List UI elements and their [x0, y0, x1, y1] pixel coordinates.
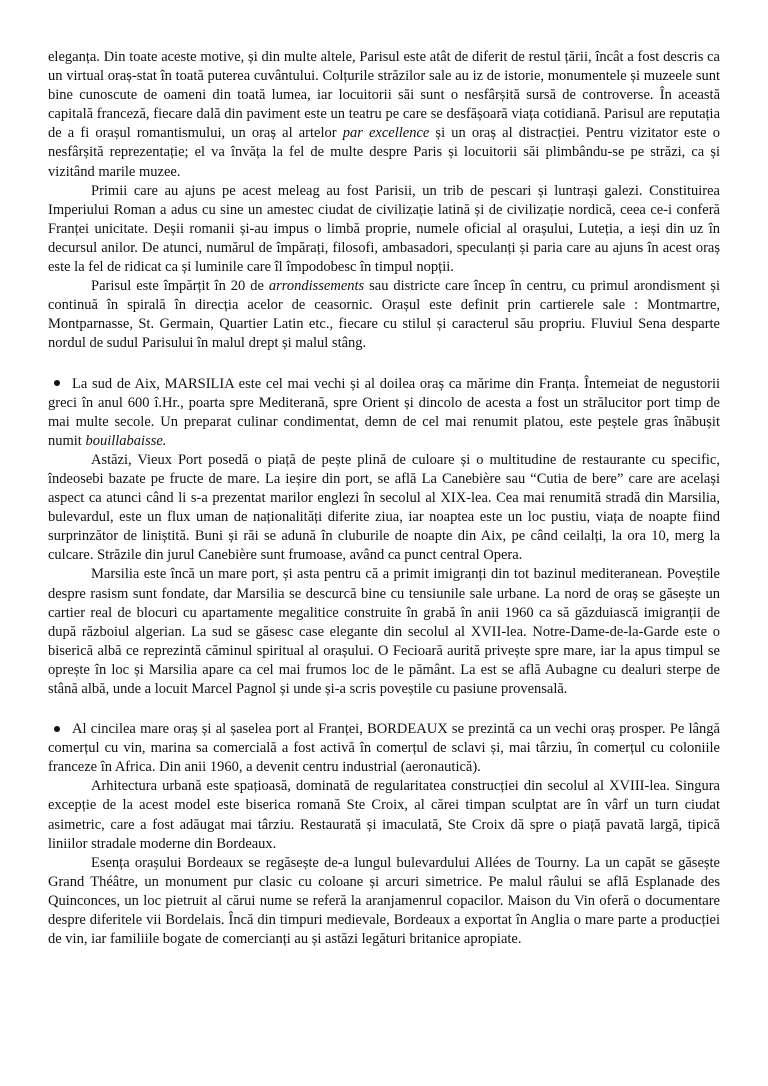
bordeaux-section — [48, 720, 720, 949]
paris-section — [48, 48, 720, 354]
paragraph: Parisul este împărțit în 20 de arrondissements sau districte care încep în centru, cu primul arondisment și continuă în spirală în direcția acelor de ceasornic. Orașul este definit prin cartierele sale : Montmartre, Montparnasse, St. Germain, Quartier Latin etc., fiecare cu stilul și caracterul său propriu. Fluviul Sena desparte nordul de sudul Parisului în malul drept și malul stâng. — [48, 278, 720, 352]
bullet-paragraph: Al cincilea mare oraș și al șaselea port al Franței, BORDEAUX se prezintă ca un vechi oraș prosper. Pe lângă comerțul cu vin, marina sa comercială a fost activă în comerțul de sclavi și, mai târziu, în comerțul cu coloniile franceze în Africa. Din anii 1960, a devenit centru industrial (aeronautică). — [48, 721, 720, 776]
paragraph: Astăzi, Vieux Port posedă o piață de pește plină de culoare și o multitudine de restaurante cu specific, îndeosebi bazate pe fructe de mare. La ieșire din port, se află La Canebière sau “Cutia de bere” care are același aspect ca atunci când li s-a prezentat marilor englezi în secolul al XIX-lea. Cea mai renumită stradă din Marsilia, bulevardul, este un flux uman de naționalități diferite ziua, iar noaptea este un loc pustiu, viața de noapte fiind surprinzător de liniștită. Buni și răi se adună în cluburile de noapte din Aix, pe când ceilalți, la ora 10, merg la culcare. Străzile din jurul Canebière sunt frumoase, având ca punct central Opera. — [48, 451, 720, 564]
paragraph: eleganța. Din toate aceste motive, și din multe altele, Parisul este atât de diferit de restul țării, încât a fost descris ca un virtual oraș-stat în toată puterea cuvântului. Colțurile străzilor sale au iz de istorie, monumentele și muzeele sunt bine cunoscute de oameni din toată lumea, iar locuitorii săi sunt o nesfârșită sursă de controverse. În această capitală franceză, fiecare dală din paviment este un teatru pe care se desfășoară viața cotidiană. Parisul are reputația de a fi orașul romantismului, un oraș al artelor par excellence și un oraș al distracției. Pentru vizitator este o nesfârșită reprezentație; el va învăța la fel de multe despre Paris și locuitorii săi plimbându-se pe străzi, ca și vizitând marile muzee. — [48, 49, 720, 180]
paragraph: Marsilia este încă un mare port, și asta pentru că a primit imigranți din tot bazinul mediteranean. Poveștile despre rasism sunt fondate, dar Marsilia se descurcă bine cu tensiunile sale urbane. La nord de oraș se găsește un cartier real de blocuri cu apartamente megalitice construite în grabă în anii 1960 ca să găzduiască imigranții de după războiul algerian. La sud se găsesc case elegante din secolul al XVII-lea. Notre-Dame-de-la-Garde este o biserică albă ce reprezintă căminul spiritual al orașului. O Fecioară aurită privește spre mare, iar la apus timpul se oprește în loc și Marsilia apare ca cel mai frumos loc de le pământ. La est se află Aubagne cu dealuri sterpe de stână albă, unde a locuit Marcel Pagnol și unde și-a scris poveștile cu pasiune provensală. — [48, 566, 720, 697]
marseille-section — [48, 375, 720, 700]
paragraph: Primii care au ajuns pe acest meleag au fost Parisii, un trib de pescari și luntrași galezi. Constituirea Imperiului Roman a adus cu sine un amestec ciudat de civilizație latină și de civilizație nordică, ceea ce-i conferă Franței unicitate. Deșii romanii și-au impus o limbă proprie, numele oficial al orașului, Luteția, a ieși din uz în decursul anilor. De atunci, numărul de împărați, filosofi, ambasadori, speculanți și paria care au ajuns în acest oraș este la fel de ridicat ca și luminile care îl împodobesc în timpul nopții. — [48, 182, 720, 276]
bullet-icon — [54, 726, 60, 732]
paragraph: Arhitectura urbană este spațioasă, dominată de regularitatea construcției din secolul al XVIII-lea. Singura excepție de la acest model este biserica romană Ste Croix, al cărei timpan sculptat are în vârf un turn ciudat asimetric, care a fost adăugat mai târziu. Restaurată și imaculată, Ste Croix dă spre o piață pavată largă, tipică liniilor stradale moderne din Bordeaux. — [48, 778, 720, 852]
paragraph: Esența orașului Bordeaux se regăsește de-a lungul bulevardului Allées de Tourny. La un capăt se găsește Grand Théâtre, un monument pur clasic cu coloane și arcuri simetrice. Pe malul râului se află Esplanade des Quinconces, un loc pietruit al cărui nume se referă la aranjamenrul copacilor. Maison du Vin oferă o documentare despre diferitele vii Bordelais. Încă din timpuri medievale, Bordeaux a exportat în Anglia o mare parte a producției de vin, iar familiile bogate de comercianți au și astăzi legături britanice apropiate. — [48, 854, 720, 948]
bullet-paragraph: La sud de Aix, MARSILIA este cel mai vechi și al doilea oraș ca mărime din Franța. Întemeiat de negustorii greci în anul 600 î.Hr., poarta spre Mediterană, spre Orient și dincolo de acesta a fost un strălucitor port timp de mai multe secole. Un preparat culinar condimentat, demn de cel mai renumit platou, este peștele gras înăbușit numit bouillabaisse. — [48, 375, 720, 449]
bullet-icon — [54, 380, 60, 386]
